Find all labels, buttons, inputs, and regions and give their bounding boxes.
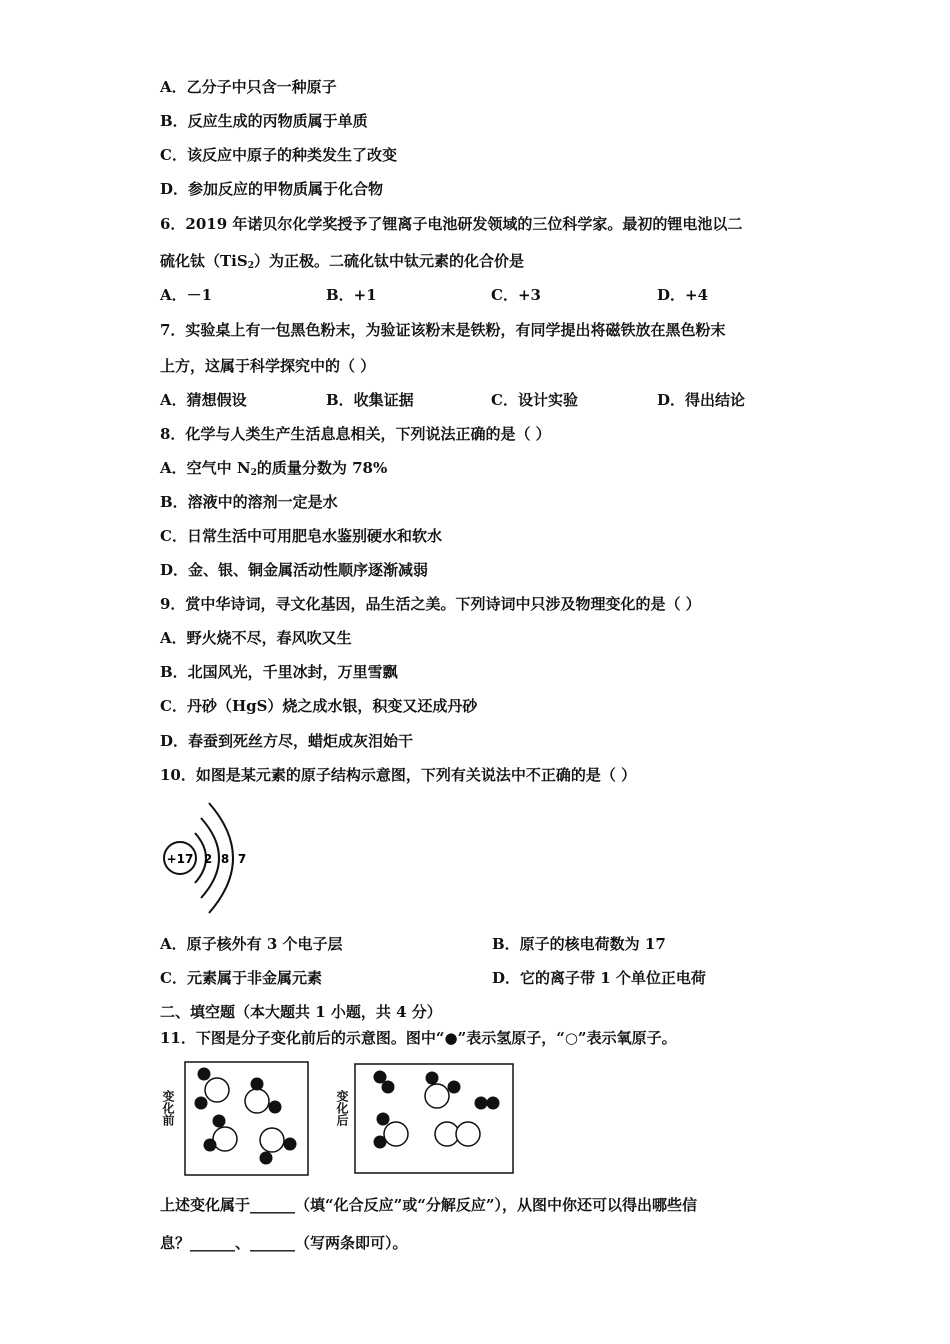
q5-option-b: B．反应生成的丙物质属于单质 xyxy=(160,112,368,130)
q10-option-c: C．元素属于非金属元素 xyxy=(160,969,322,987)
q7-option-d: D．得出结论 xyxy=(657,391,746,409)
oxygen-atom xyxy=(425,1084,449,1108)
q11-blank-line1: 上述变化属于______（填“化合反应”或“分解反应”），从图中你还可以得出哪些信 xyxy=(160,1196,698,1214)
oxygen-atom xyxy=(205,1078,229,1102)
q8-option-d: D．金、银、铜金属活动性顺序逐渐减弱 xyxy=(160,561,429,579)
molecules-before-diagram xyxy=(184,1061,310,1177)
q8-stem: 8．化学与人类生产生活息息相关，下列说法正确的是（ ） xyxy=(160,425,551,443)
q10-option-d: D．它的离子带 1 个单位正电荷 xyxy=(492,969,706,987)
q5-option-c: C．该反应中原子的种类发生了改变 xyxy=(160,146,397,164)
q7-option-a: A．猜想假设 xyxy=(160,391,247,409)
after-label: 变化后 xyxy=(335,1090,349,1126)
hydrogen-atom xyxy=(195,1097,208,1110)
q6-option-b: B．+1 xyxy=(326,286,377,304)
q10-stem: 10．如图是某元素的原子结构示意图，下列有关说法中不正确的是（ ） xyxy=(160,766,637,784)
before-label: 变化前 xyxy=(161,1090,175,1126)
shell-3-electrons: 7 xyxy=(237,852,247,866)
q6-stem-line2: 硫化钛（TiS$_2$）为正极。二硫化钛中钛元素的化合价是 xyxy=(160,252,524,271)
hydrogen-atom xyxy=(382,1081,395,1094)
oxygen-atom xyxy=(245,1089,269,1113)
q7-options xyxy=(160,390,760,410)
shell-1-electrons: 2 xyxy=(203,852,213,866)
hydrogen-atom xyxy=(213,1115,226,1128)
q9-option-a: A．野火烧不尽，春风吹又生 xyxy=(160,629,352,647)
q6-option-a: A．－1 xyxy=(160,286,213,304)
q6-stem-line1: 6．2019 年诺贝尔化学奖授予了锂离子电池研发领域的三位科学家。最初的锂电池以二 xyxy=(160,215,743,233)
hydrogen-atom xyxy=(204,1139,217,1152)
hydrogen-atom xyxy=(284,1138,297,1151)
hydrogen-atom xyxy=(198,1068,211,1081)
q8-option-c: C．日常生活中可用肥皂水鉴别硬水和软水 xyxy=(160,527,442,545)
section-title-fill-blank: 二、填空题（本大题共 1 小题，共 4 分） xyxy=(160,1003,442,1021)
hydrogen-atom xyxy=(260,1152,273,1165)
hydrogen-atom xyxy=(251,1078,264,1091)
q6-options xyxy=(160,285,760,305)
hydrogen-atom xyxy=(426,1072,439,1085)
q11-blank-line2: 息？______、______（写两条即可）。 xyxy=(160,1234,408,1252)
q7-option-b: B．收集证据 xyxy=(326,391,414,409)
nucleus-label: +17 xyxy=(166,852,194,866)
hydrogen-atom xyxy=(377,1113,390,1126)
q9-stem: 9．赏中华诗词，寻文化基因，品生活之美。下列诗词中只涉及物理变化的是（ ） xyxy=(160,595,701,613)
oxygen-atom xyxy=(384,1122,408,1146)
hydrogen-atom xyxy=(475,1097,488,1110)
q9-option-d: D．春蚕到死丝方尽，蜡炬成灰泪始干 xyxy=(160,732,414,750)
q8-option-b: B．溶液中的溶剂一定是水 xyxy=(160,493,338,511)
q7-stem-line2: 上方，这属于科学探究中的（ ） xyxy=(160,357,376,375)
molecules-after-diagram xyxy=(354,1063,515,1175)
hydrogen-atom xyxy=(448,1081,461,1094)
hydrogen-atom xyxy=(487,1097,500,1110)
q10-option-b: B．原子的核电荷数为 17 xyxy=(492,935,666,953)
q6-option-c: C．+3 xyxy=(491,286,541,304)
q9-option-c: C．丹砂（HgS）烧之成水银，积变又还成丹砂 xyxy=(160,697,478,715)
shell-2-electrons: 8 xyxy=(220,852,230,866)
q5-option-a: A．乙分子中只含一种原子 xyxy=(160,78,337,96)
q6-option-d: D．+4 xyxy=(657,286,709,304)
q7-option-c: C．设计实验 xyxy=(491,391,578,409)
atom-structure-diagram xyxy=(155,798,265,918)
q5-option-d: D．参加反应的甲物质属于化合物 xyxy=(160,180,384,198)
q8-option-a: A．空气中 $N_2$的质量分数为 78% xyxy=(160,459,388,478)
hydrogen-atom xyxy=(269,1101,282,1114)
oxygen-atom xyxy=(456,1122,480,1146)
q10-option-a: A．原子核外有 3 个电子层 xyxy=(160,935,343,953)
oxygen-atom xyxy=(213,1127,237,1151)
q7-stem-line1: 7．实验桌上有一包黑色粉末，为验证该粉末是铁粉，有同学提出将磁铁放在黑色粉末 xyxy=(160,321,726,339)
q11-stem: 11．下图是分子变化前后的示意图。图中“●”表示氢原子，“○”表示氧原子。 xyxy=(160,1029,677,1047)
oxygen-atom xyxy=(260,1128,284,1152)
q9-option-b: B．北国风光，千里冰封，万里雪飘 xyxy=(160,663,398,681)
